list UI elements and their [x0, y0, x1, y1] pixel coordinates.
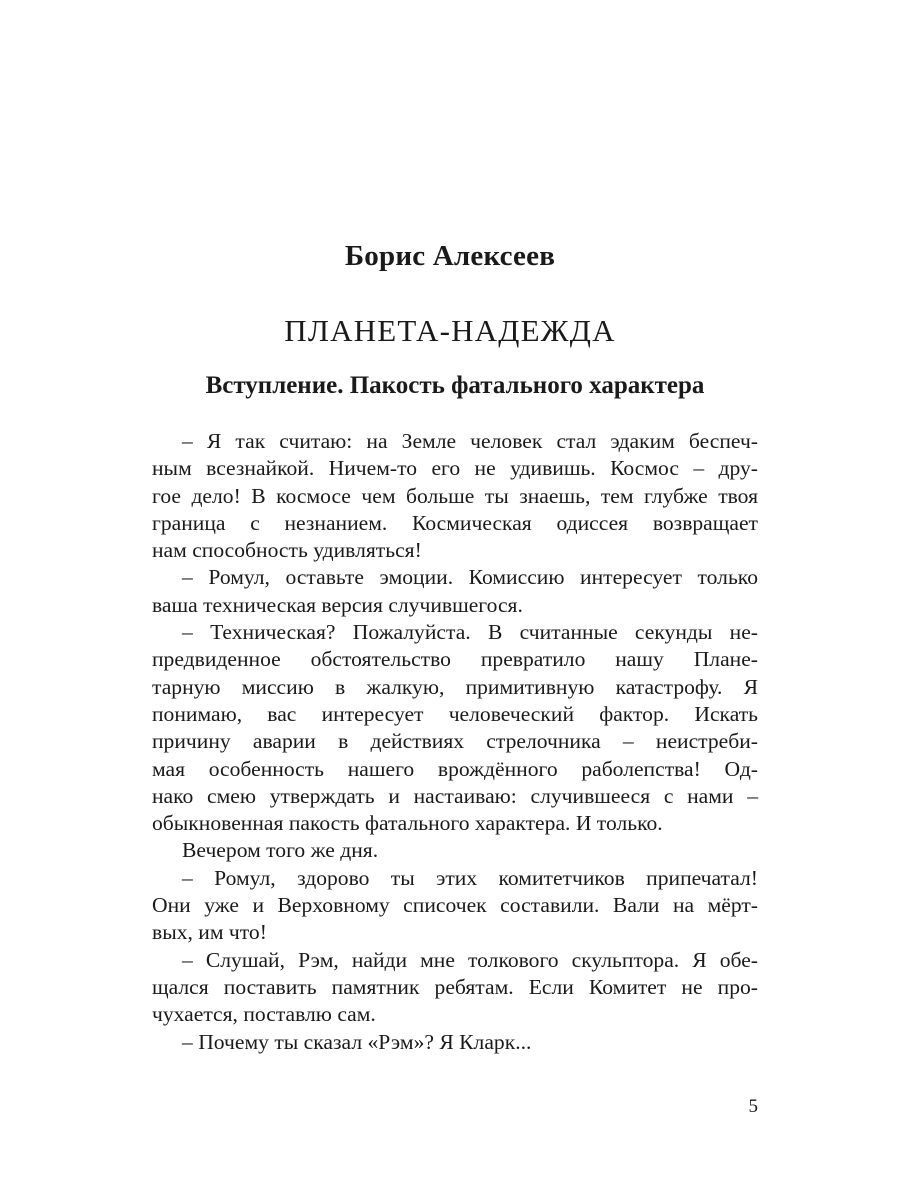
text-line: предвиденное обстоятельство превратило нашу Плане- [152, 647, 758, 672]
book-title: ПЛАНЕТА-НАДЕЖДА [284, 313, 616, 348]
chapter-title: Вступление. Пакость фатального характера [205, 372, 705, 399]
text-line: причину аварии в действиях стрелочника – неистреби- [152, 729, 758, 754]
text-line: чухается, поставлю сам. [152, 1002, 376, 1027]
paragraph [152, 1029, 758, 1056]
text-line: – Техническая? Пожалуйста. В считанные секунды не- [182, 620, 758, 645]
text-line: ваша техническая версия случившегося. [152, 592, 523, 617]
text-line: Вечером того же дня. [182, 838, 379, 863]
text-line: тарную миссию в жалкую, примитивную катастрофу. Я [152, 674, 758, 699]
text-line: ным всезнайкой. Ничем-то его не удивишь. Космос – дру- [152, 456, 758, 481]
author-name: Борис Алексеев [344, 240, 556, 272]
text-line: понимаю, вас интересует человеческий фактор. Искать [152, 701, 758, 726]
text-line: граница с незнанием. Космическая одиссея возвращает [152, 510, 758, 535]
text-line: мая особенность нашего врождённого раболепства! Од- [152, 756, 758, 781]
paragraph [152, 619, 758, 837]
text-line: нам способность удивляться! [152, 538, 422, 563]
text-line: гое дело! В космосе чем больше ты знаешь, тем глубже твоя [152, 483, 758, 508]
paragraph [152, 564, 758, 619]
text-line: вых, им что! [152, 920, 267, 945]
text-line: нако смею утверждать и настаиваю: случившееся с нами – [152, 783, 758, 808]
text-line: – Ромул, здорово ты этих комитетчиков припечатал! [182, 865, 758, 890]
text-line: Они уже и Верховному списочек составили. Вали на мёрт- [152, 893, 758, 918]
page-number: 5 [748, 1096, 758, 1117]
text-line: обыкновенная пакость фатального характера. И только. [152, 811, 663, 836]
text-line: – Я так считаю: на Земле человек стал эдаким беспеч- [182, 429, 758, 453]
text-line: – Ромул, оставьте эмоции. Комиссию интересует только [182, 565, 758, 590]
paragraph [152, 837, 758, 864]
paragraph [152, 865, 758, 947]
text-line: – Почему ты сказал «Рэм»? Я Кларк... [182, 1029, 532, 1054]
paragraph [152, 947, 758, 1029]
text-line: – Слушай, Рэм, найди мне толкового скульптора. Я обе- [182, 947, 758, 972]
body-text [152, 428, 758, 1056]
paragraph [152, 428, 758, 564]
text-line: щался поставить памятник ребятам. Если Комитет не про- [152, 974, 758, 999]
